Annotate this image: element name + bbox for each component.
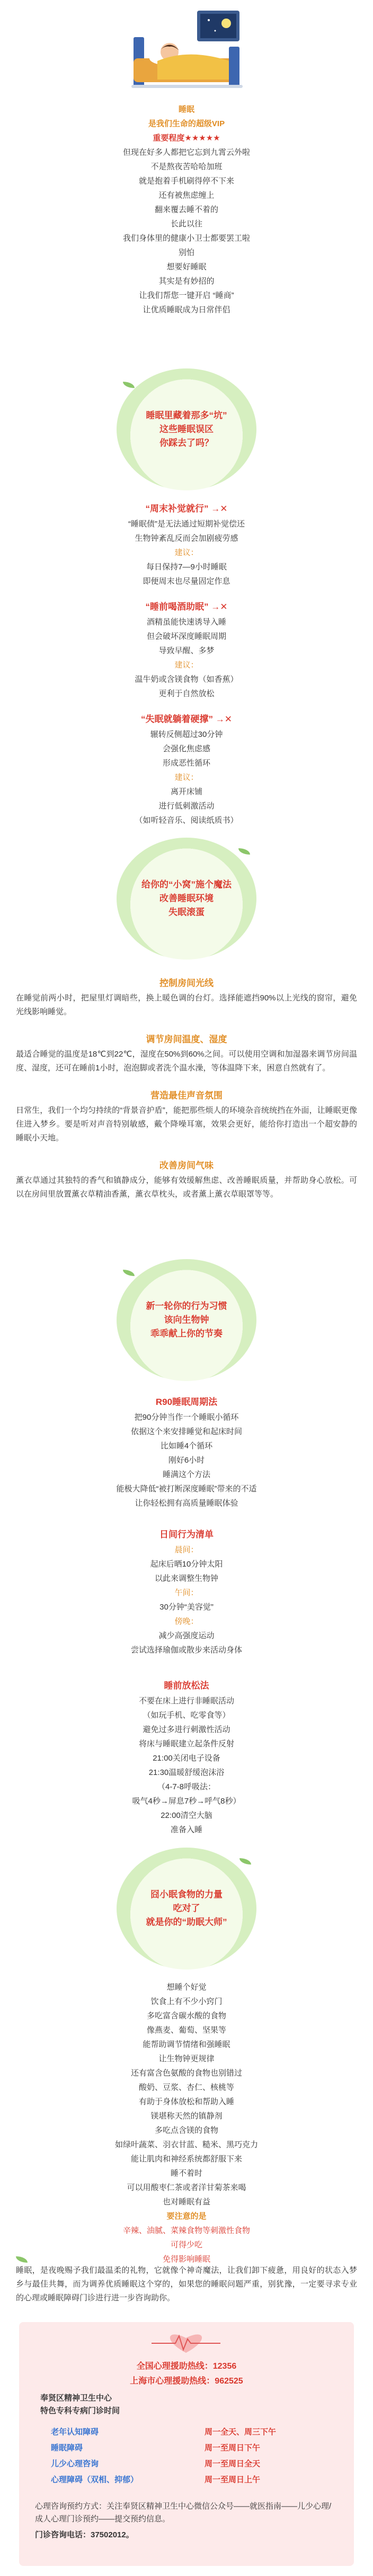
food-line: 有助于身体放松和帮助入睡 [138,2097,234,2106]
r90-line: 能极大降低“被打断深度睡眠”带来的不适 [116,1484,257,1493]
closing-text: 睡眠，是夜晚赐予我们最温柔的礼物，它就像个神奇魔法，让我们卸下疲惫，用良好的状态入梦乡与最佳共舞，而为调养优质睡眠这个穿的，如果您的睡眠问题严重，别犹豫，一定要寻求专业的心理或睡眠障碍门诊进行进一步咨询助你。 [16,2266,357,2302]
section-bubble-food [117,1848,256,1970]
intro-title: 睡眠 [178,105,194,114]
section-bubble-habits [117,1259,256,1381]
food-line: 饮食上有不少小窍门 [150,1997,223,2006]
myth-advice: 离开床铺 [170,787,202,796]
food-line: 也对睡眠有益 [162,2197,210,2206]
r90-line: 依据这个来安排睡觉和起床时间 [130,1427,242,1436]
hospital-name: 奉贤区精神卫生中心 [40,2394,112,2403]
bedtime-line: 准备入睡 [170,1825,202,1834]
food-line: 还有富含色氨酸的食物也别错过 [130,2069,242,2078]
clinic-name: 心理障碍（双相、抑郁） [51,2475,139,2484]
r90-line: 比如睡4个循环 [160,1441,213,1450]
bubble-line: 你踩去了吗？ [159,438,214,448]
bedtime-line: 吸气4秒→屏息7秒→呼气8秒） [132,1797,241,1806]
myth-advice: 进行低刺激活动 [158,802,215,811]
myth-desc: 生物钟紊乱反而会加剧疲劳感 [135,534,238,543]
env-text: 最适合睡觉的温度是18℃到22℃，湿度在50%到60%之间。可以使用空调和加湿器来调节房间温度、湿度，还可在睡前1小时，泡泡脚或者洗个温水澡，等体温降下来，困意自然就有了。 [16,1050,357,1072]
myth-advice: 更利于自然放松 [158,689,215,698]
myth-advice: 即便周末也尽量固定作息 [143,577,230,586]
food-line: 酸奶、豆浆、杏仁、核桃等 [138,2083,234,2092]
intro-line: 让优质睡眠成为日常伴侣 [143,305,230,314]
day-line: 减少高强度运动 [158,1631,215,1640]
food-line: 镁堪称天然的镇静剂 [150,2112,223,2121]
r90-section [0,1394,373,1510]
heartbeat-icon [152,2329,220,2356]
day-line: 起床后晒10分钟太阳 [150,1560,223,1569]
clinic-time: 周一至周日全天 [205,2459,261,2468]
myths-section [0,501,373,828]
clinic-time: 周一至周日下午 [205,2443,261,2452]
consult-phone: 门诊咨询电话：37502012。 [35,2530,134,2539]
bubble-line: 吃对了 [173,1903,200,1913]
r90-line: 让你轻松拥有高质量睡眠体验 [135,1499,238,1508]
bedtime-line: 21:30温暖舒缓泡沫浴 [148,1768,225,1777]
intro-subtitle: 是我们生命的超级VIP [148,119,225,128]
food-line: 想睡个好觉 [166,1983,207,1992]
day-title: 日间行为清单 [159,1529,214,1540]
food-warn-line: 可得少吃 [170,2240,202,2249]
food-line: 让生物钟更规律 [158,2054,215,2063]
intro-line: 别怕 [178,248,194,257]
food-warn-title: 要注意的是 [166,2212,207,2221]
bedtime-line: 避免过多进行刺激性活动 [143,1725,230,1734]
intro-line: 长此以往 [170,219,202,228]
myth-advice: （如听轻音乐、阅读纸质书） [135,816,238,825]
advice-label: 建议： [174,773,199,782]
env-text: 薰衣草通过其独特的香气和镇静成分，能够有效缓解焦虑、改善睡眠质量，并帮助身心放松。可以在房间里放置薰衣草精油香薰，薰衣草枕头，或者薰上薰衣草眼罩等等。 [16,1176,357,1199]
closing-section [0,2264,373,2305]
bedtime-line: （如玩手机、吃零食等） [143,1711,230,1720]
myth-card [0,711,373,828]
r90-line: 刚好6小时 [168,1456,205,1465]
food-line: 多吃点含镁的食物 [154,2126,218,2135]
day-section [0,1527,373,1657]
day-line: 30分钟“美容觉” [159,1603,214,1612]
leaf-icon [239,1858,251,1865]
leaf-icon [238,848,250,855]
day-label: 傍晚： [174,1617,199,1626]
food-warn-line: 辛辣、油腻、菜辣食物等刺激性食物 [122,2226,250,2235]
hotline-national: 全国心理援助热线：12356 [136,2362,237,2371]
bedtime-section [0,1678,373,1837]
bedtime-line: 22:00清空大脑 [161,1811,212,1820]
bubble-line: 就是你的“助眠大师” [146,1917,227,1927]
myth-advice: 每日保持7—9小时睡眠 [146,562,227,572]
day-label: 午间： [174,1588,199,1597]
footer-card [19,2322,354,2566]
food-line: 可以用酸枣仁茶或者洋甘菊茶来喝 [127,2183,246,2192]
clinic-time: 周一至周日上午 [205,2475,261,2484]
env-text: 在睡觉前两小时，把屋里灯调暗些，换上暖色调的台灯。选择能遮挡90%以上光线的窗帘，避免光线影响睡觉。 [16,994,357,1016]
day-label: 晨间： [174,1545,199,1554]
r90-line: 把90分钟当作一个睡眠小循环 [134,1413,239,1422]
myth-desc: “睡眠债”是无法通过短期补觉偿还 [128,520,245,529]
bubble-line: 该向生物钟 [164,1315,209,1325]
environment-section [0,975,373,1201]
bubble-line: 改善睡眠环境 [159,893,214,903]
intro-line: 我们身体里的健康小卫士都要罢工啦 [122,234,250,243]
advice-label: 建议： [174,661,199,670]
bedtime-line: （4-7-8呼吸法： [157,1782,216,1791]
food-line: 睡不着时 [170,2169,202,2178]
food-section [0,1980,373,2266]
day-line: 以此来调整生物钟 [154,1574,218,1583]
clinic-name: 儿少心理咨询 [51,2459,99,2468]
myth-advice: 温牛奶或含镁食物（如香蕉） [135,675,238,684]
bedtime-line: 21:00关闭电子设备 [153,1754,220,1763]
bubble-line: 乖乖献上你的节奏 [150,1329,223,1339]
myth-desc: 会强化焦虑感 [162,744,210,753]
day-line: 尝试选择瑜伽或散步来活动身体 [130,1646,242,1655]
myth-desc: 辗转反侧超过30分钟 [150,730,223,739]
food-line: 像燕麦、葡萄、坚果等 [146,2026,226,2035]
clinic-name: 老年认知障碍 [51,2428,99,2437]
myth-desc: 但会破坏深度睡眠周期 [146,632,226,641]
myth-desc: 酒精虽能快速诱导入睡 [146,618,226,627]
food-line: 多吃富含碳水酸的食物 [146,2011,226,2020]
myth-desc: 形成恶性循环 [162,759,210,768]
intro-lines [0,145,373,317]
bubble-line: 睡眠里藏着那多“坑” [146,410,227,420]
hospital-sub: 特色专科专病门诊时间 [40,2406,120,2415]
bubble-line: 失眠滚蛋 [168,907,205,917]
env-title: 营造最佳声音氛围 [150,1091,223,1101]
clinic-time: 周一全天、周三下午 [205,2428,277,2437]
intro-line: 翻来覆去睡不着的 [154,205,218,214]
bubble-line: 囧小眠食物的力量 [150,1889,223,1900]
food-line: 如绿叶蔬菜、羽衣甘蓝、糙米、黑巧克力 [114,2140,258,2149]
clinic-name: 睡眠障碍 [51,2443,83,2452]
intro-line: 让我们帮您一键开启 “睡商” [139,291,234,300]
bubble-line: 给你的“小窝”施个魔法 [141,880,232,890]
consult-text: 心理咨询预约方式：关注奉贤区精神卫生中心微信公众号——就医指南——儿少心理/成人心理门诊预约——提交预约信息。 [35,2502,332,2524]
food-line: 能让肌肉和神经系统都舒服下来 [130,2155,242,2164]
env-title: 改善房间气味 [159,1160,214,1171]
intro-line: 不是熬夜苦哈哈加班 [150,162,223,171]
env-title: 调节房间温度、湿度 [146,1034,227,1044]
intro-line: 就是抱着手机刷得停不下来 [138,177,234,186]
myth-card [0,599,373,701]
bubble-line: 新一轮你的行为习惯 [146,1301,227,1311]
intro-line: 想要好睡眠 [166,262,207,271]
intro-line: 其实是有妙招的 [158,277,215,286]
myth-title: “睡前喝酒助眠” →✕ [145,602,228,612]
bubble-line: 这些睡眠误区 [159,424,214,434]
r90-title: R90睡眠周期法 [155,1397,218,1407]
r90-line: 睡满这个方法 [162,1470,210,1479]
myth-desc: 导致早醒、多梦 [158,646,215,655]
section-bubble-myths [117,368,256,490]
sleeping-child-illustration [118,5,255,95]
leaf-icon [123,1270,135,1276]
leaf-icon [123,382,135,388]
advice-label: 建议： [174,548,199,557]
myth-title: “失眠就躺着硬撑” →✕ [141,714,232,724]
bedtime-line: 将床与睡眠建立起条件反射 [138,1739,234,1748]
intro-line: 但现在好多人都把它忘到九霄云外啦 [122,148,250,157]
env-title: 控制房间光线 [159,978,214,988]
hotline-shanghai: 上海市心理援助热线：962525 [130,2377,243,2386]
myth-card [0,501,373,588]
bedtime-line: 不要在床上进行非睡眠活动 [138,1696,234,1705]
intro-section [0,102,373,317]
myth-title: “周末补觉就行” →✕ [145,504,228,514]
section-bubble-environment [117,838,256,960]
food-line: 能帮助调节情绪和强睡眠 [143,2040,230,2049]
intro-rating: 重要程度★★★★★ [153,134,220,143]
intro-line: 还有被焦虑缠上 [158,191,215,200]
env-text: 日常生，我们一个均匀持续的“背景音护盾”，能把那些烦人的环境杂音统统挡在外面，让睡眠更像住进入梦乡。要是听对声音特别敏感，戴个降噪耳塞，效果会更好，能给你打造出一个超安静的睡眠小天地。 [16,1106,357,1142]
bedtime-title: 睡前放松法 [164,1681,209,1691]
food-warn-line: 免得影响睡眠 [162,2255,210,2264]
